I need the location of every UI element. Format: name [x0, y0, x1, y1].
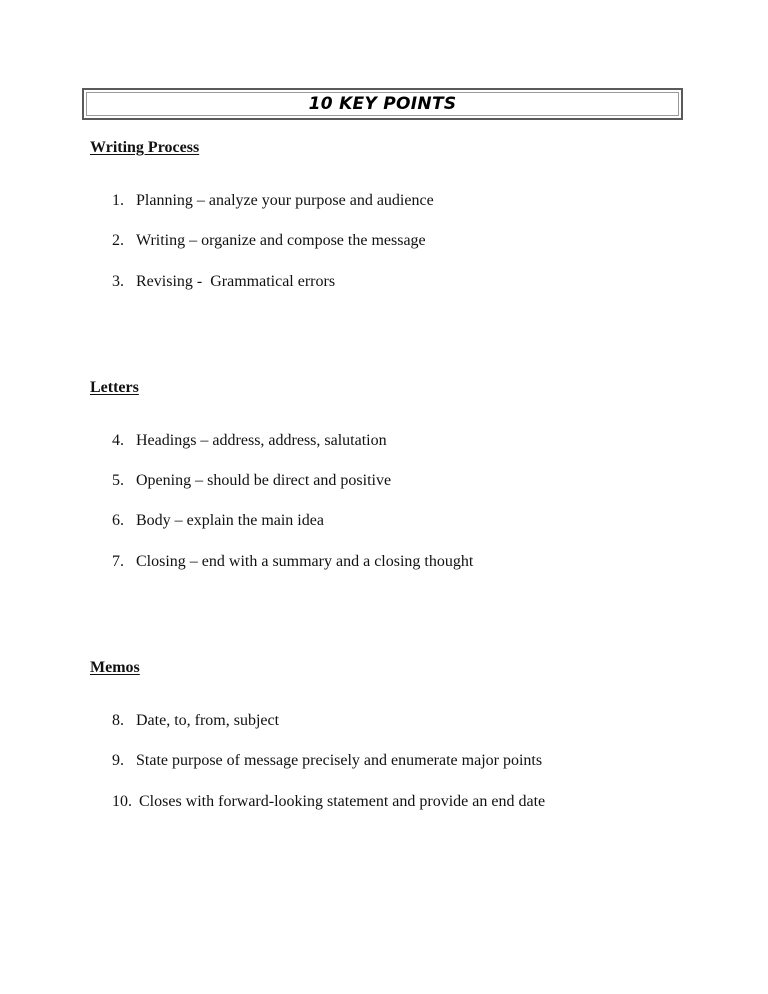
section-heading-writing-process: Writing Process [90, 139, 200, 156]
list-item [112, 273, 335, 291]
item-number: 7. [112, 553, 124, 570]
item-text: Writing – organize and compose the message [136, 232, 426, 249]
item-number: 6. [112, 512, 124, 529]
item-number: 1. [112, 192, 124, 209]
title-box [82, 88, 683, 120]
item-text: Planning – analyze your purpose and audience [136, 192, 434, 209]
item-number: 3. [112, 273, 124, 290]
item-text: State purpose of message precisely and enumerate major points [136, 752, 543, 769]
list-item [112, 793, 545, 811]
list-item [112, 553, 473, 571]
list-item [112, 472, 391, 490]
section-heading-letters: Letters [90, 379, 139, 396]
item-number: 4. [112, 432, 124, 449]
item-text: Date, to, from, subject [136, 712, 280, 729]
item-number: 5. [112, 472, 124, 489]
item-text: Body – explain the main idea [136, 512, 324, 529]
list-item [112, 712, 279, 730]
item-text: Opening – should be direct and positive [136, 472, 392, 489]
item-number: 2. [112, 232, 124, 249]
item-text: Revising - Grammatical errors [136, 273, 336, 290]
item-number: 9. [112, 752, 124, 769]
list-item [112, 512, 324, 530]
item-number: 8. [112, 712, 124, 729]
item-number: 10. [112, 793, 132, 810]
section-heading-memos: Memos [90, 659, 140, 676]
list-item [112, 192, 434, 210]
list-item [112, 432, 387, 450]
list-item [112, 752, 542, 770]
item-text: Closing – end with a summary and a closing thought [136, 553, 474, 570]
item-text: Headings – address, address, salutation [136, 432, 387, 449]
page-title: 10 KEY POINTS [308, 94, 457, 114]
item-text: Closes with forward-looking statement and provide an end date [139, 793, 546, 810]
list-item [112, 232, 426, 250]
